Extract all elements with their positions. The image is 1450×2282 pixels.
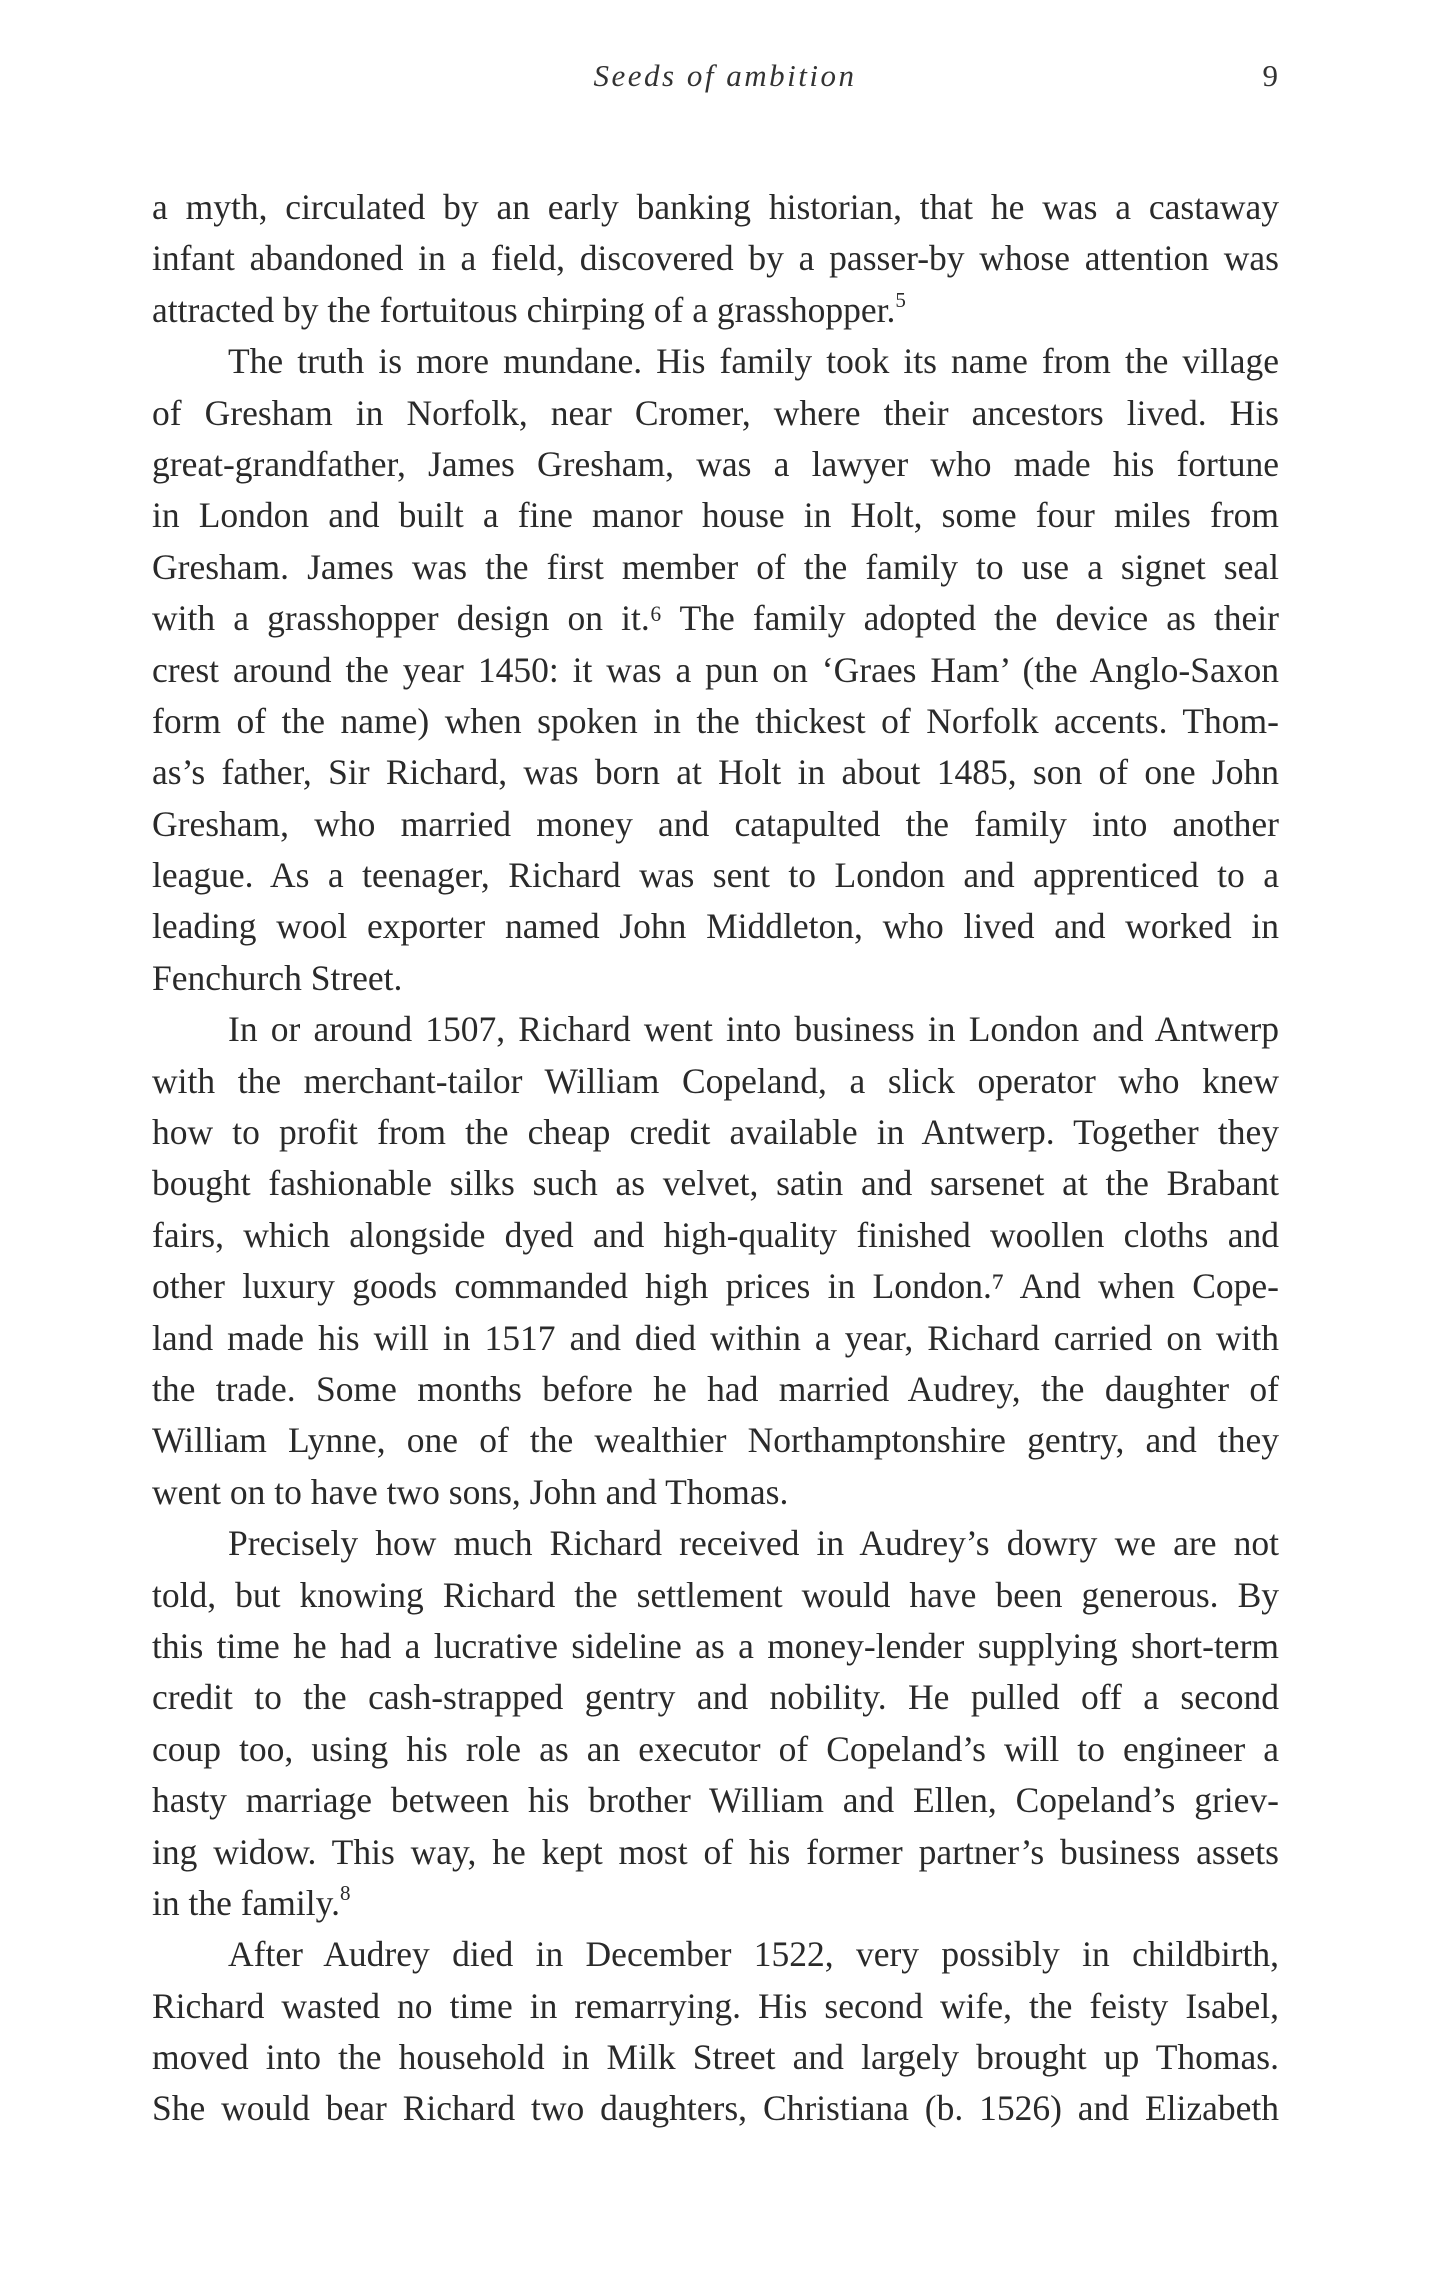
line-text: Precisely how much Richard received in Audrey’s dowry we are not [228, 1523, 1279, 1564]
footnote-marker: 5 [895, 287, 906, 312]
line-text: other luxury goods commanded high prices in London.⁷ And when Cope- [152, 1266, 1279, 1307]
line-text: In or around 1507, Richard went into business in London and Antwerp [228, 1009, 1279, 1050]
text-line [152, 1364, 1279, 1415]
line-text: She would bear Richard two daughters, Christiana (b. 1526) and Elizabeth [152, 2088, 1279, 2129]
line-text: league. As a teenager, Richard was sent to London and apprenticed to a [152, 855, 1279, 896]
text-line [152, 2083, 1279, 2134]
text-line [152, 850, 1279, 901]
line-text: The truth is more mundane. His family took its name from the village [228, 341, 1279, 382]
line-text: of Gresham in Norfolk, near Cromer, where their ancestors lived. His [152, 392, 1279, 433]
line-text: a myth, circulated by an early banking historian, that he was a castaway [152, 187, 1279, 227]
text-line [152, 1518, 1279, 1569]
line-text: went on to have two sons, John and Thomas. [152, 1471, 789, 1512]
text-line [152, 1210, 1279, 1261]
text-line [152, 645, 1279, 696]
text-line [152, 182, 1279, 233]
text-line [152, 388, 1279, 439]
text-line [152, 233, 1279, 284]
running-head [0, 58, 1450, 106]
text-line [152, 490, 1279, 541]
text-line [152, 1313, 1279, 1364]
text-line [152, 593, 1279, 644]
text-line [152, 1929, 1279, 1980]
line-text: told, but knowing Richard the settlement would have been generous. By [152, 1574, 1279, 1615]
text-line [152, 336, 1279, 387]
text-line [152, 1672, 1279, 1723]
line-text: fairs, which alongside dyed and high-quality finished woollen cloths and [152, 1214, 1279, 1255]
line-text: moved into the household in Milk Street and largely brought up Thomas. [152, 2037, 1279, 2078]
line-text: form of the name) when spoken in the thickest of Norfolk accents. Thom- [152, 700, 1279, 741]
text-line [152, 1107, 1279, 1158]
text-line [152, 1621, 1279, 1672]
line-text: hasty marriage between his brother William and Ellen, Copeland’s griev- [152, 1780, 1279, 1821]
text-line [152, 1415, 1279, 1466]
running-title: Seeds of ambition [593, 58, 857, 93]
line-text: as’s father, Sir Richard, was born at Holt in about 1485, son of one John [152, 752, 1279, 793]
text-line [152, 2032, 1279, 2083]
line-text: this time he had a lucrative sideline as a money-lender supplying short-term [152, 1625, 1279, 1666]
text-line [152, 1158, 1279, 1209]
body-text [152, 182, 1279, 2135]
text-line [152, 747, 1279, 798]
text-line [152, 1056, 1279, 1107]
text-line [152, 1827, 1279, 1878]
text-line [152, 799, 1279, 850]
text-line [152, 1878, 1279, 1929]
text-line [152, 439, 1279, 490]
line-text: great-grandfather, James Gresham, was a lawyer who made his fortune [152, 443, 1279, 484]
text-line [152, 1570, 1279, 1621]
text-line [152, 1981, 1279, 2032]
line-text: the trade. Some months before he had married Audrey, the daughter of [152, 1368, 1279, 1409]
footnote-marker: 8 [339, 1881, 351, 1906]
line-text: infant abandoned in a field, discovered by a passer-by whose attention was [152, 238, 1279, 279]
line-text: credit to the cash-strapped gentry and nobility. He pulled off a second [152, 1677, 1279, 1718]
text-line [152, 1004, 1279, 1055]
text-line [152, 696, 1279, 747]
text-line [152, 285, 1279, 336]
line-text: Richard wasted no time in remarrying. His second wife, the feisty Isabel, [152, 1985, 1279, 2026]
line-text: crest around the year 1450: it was a pun on ‘Graes Ham’ (the Anglo-Saxon [152, 649, 1279, 690]
line-text: in London and built a fine manor house in Holt, some four miles from [152, 495, 1279, 536]
line-text: how to profit from the cheap credit available in Antwerp. Together they [152, 1112, 1279, 1153]
line-text: attracted by the fortuitous chirping of a grasshopper. [152, 289, 896, 330]
text-line [152, 1775, 1279, 1826]
line-text: coup too, using his role as an executor of Copeland’s will to engineer a [152, 1728, 1279, 1769]
line-text: ing widow. This way, he kept most of his former partner’s business assets [152, 1831, 1279, 1872]
line-text: with the merchant-tailor William Copeland, a slick operator who knew [152, 1060, 1279, 1101]
text-line [152, 1467, 1279, 1518]
text-line [152, 901, 1279, 952]
line-text: in the family. [152, 1882, 340, 1923]
text-line [152, 1724, 1279, 1775]
page-number: 9 [1262, 58, 1278, 93]
line-text: land made his will in 1517 and died within a year, Richard carried on with [152, 1317, 1279, 1358]
text-line [152, 1261, 1279, 1312]
line-text: bought fashionable silks such as velvet, satin and sarsenet at the Brabant [152, 1163, 1279, 1204]
line-text: leading wool exporter named John Middleton, who lived and worked in [152, 906, 1279, 947]
line-text: Gresham, who married money and catapulted the family into another [152, 803, 1279, 844]
line-text: Fenchurch Street. [152, 957, 403, 998]
line-text: After Audrey died in December 1522, very possibly in childbirth, [228, 1934, 1279, 1975]
text-line [152, 542, 1279, 593]
line-text: William Lynne, one of the wealthier Northamptonshire gentry, and they [152, 1420, 1279, 1461]
line-text: with a grasshopper design on it.⁶ The family adopted the device as their [152, 598, 1279, 639]
text-line [152, 953, 1279, 1004]
line-text: Gresham. James was the first member of the family to use a signet seal [152, 546, 1279, 587]
